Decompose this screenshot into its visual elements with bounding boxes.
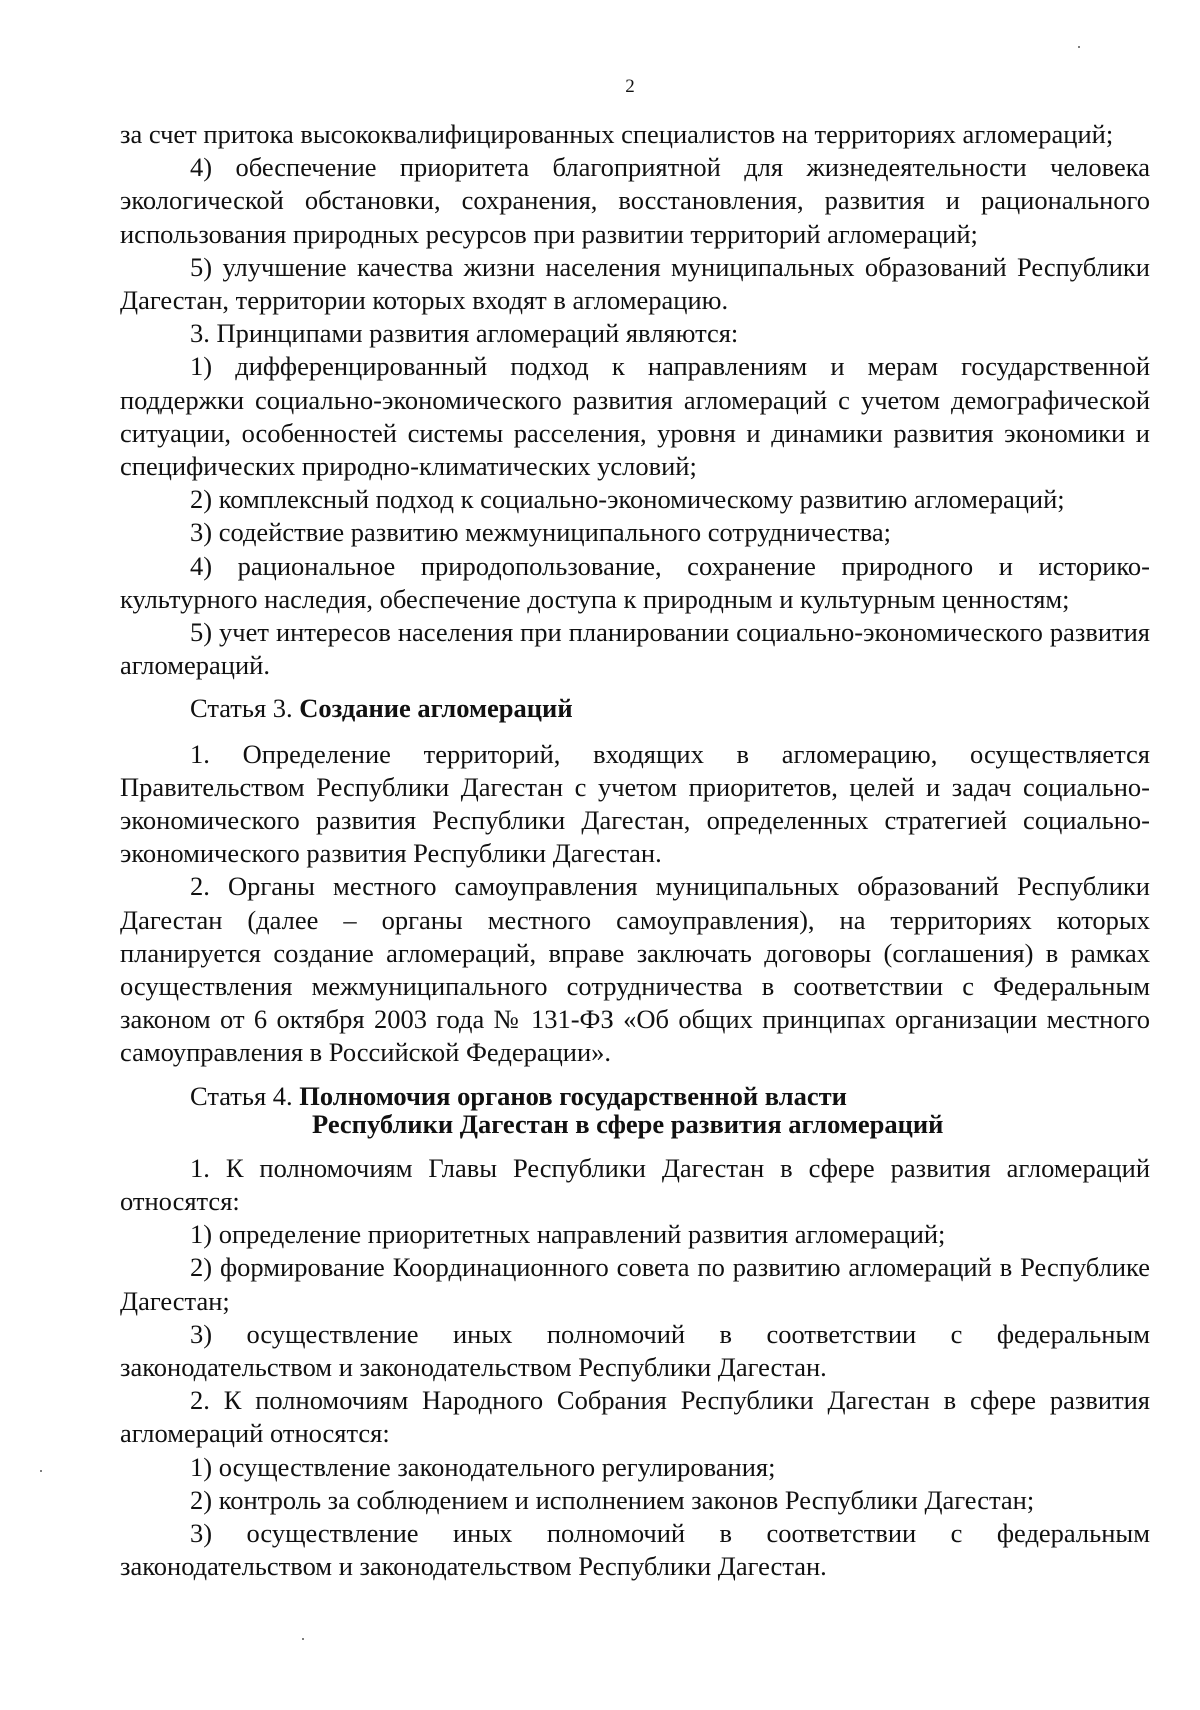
paragraph-clause: 2. К полномочиям Народного Собрания Республики Дагестан в сфере развития агломераций относятся:: [120, 1385, 1150, 1449]
paragraph-item: 4) обеспечение приоритета благоприятной для жизнедеятельности человека экологической обстановки, сохранения, восстановления, развития и рационального использования природных ресурсов при развитии территорий агломераций;: [120, 152, 1150, 249]
article-3-heading: [120, 692, 1150, 725]
paragraph-continuation: за счет притока высококвалифицированных специалистов на территориях агломераций;: [120, 119, 1114, 149]
paragraph-clause: 1. Определение территорий, входящих в агломерацию, осуществляется Правительством Республики Дагестан с учетом приоритетов, целей и задач социально-экономического развития Республики Дагестан, определенных стратегией социально-экономического развития Республики Дагестан.: [120, 738, 1150, 869]
scan-speck: [302, 1638, 304, 1640]
document-body: [120, 118, 1150, 1583]
scan-speck: [40, 1470, 42, 1472]
scan-speck: [1078, 46, 1080, 48]
paragraph-item: 5) учет интересов населения при планировании социально-экономического развития агломераций.: [120, 617, 1150, 681]
paragraph-item: 4) рациональное природопользование, сохранение природного и историко-культурного наследия, обеспечение доступа к природным и культурным ценностям;: [120, 550, 1150, 614]
paragraph-clause: 1. К полномочиям Главы Республики Дагестан в сфере развития агломераций относятся:: [120, 1152, 1150, 1216]
paragraph-item: 3) осуществление иных полномочий в соответствии с федеральным законодательством и законодательством Республики Дагестан.: [120, 1517, 1150, 1582]
article-4-prefix: Статья 4.: [190, 1080, 293, 1111]
paragraph-clause: 3. Принципами развития агломераций являются:: [190, 318, 739, 349]
article-4-title-line2: Республики Дагестан в сфере развития агломераций: [312, 1108, 944, 1139]
paragraph-item: 5) улучшение качества жизни населения муниципальных образований Республики Дагестан, территории которых входят в агломерацию.: [120, 251, 1150, 316]
article-3-prefix: Статья 3.: [190, 693, 293, 724]
paragraph-item: 1) определение приоритетных направлений развития агломераций;: [190, 1219, 946, 1250]
article-3-title: Создание агломераций: [299, 693, 573, 724]
paragraph-item: 2) комплексный подход к социально-экономическому развитию агломераций;: [190, 484, 1065, 515]
paragraph-item: 1) осуществление законодательного регулирования;: [190, 1451, 776, 1482]
paragraph-item: 3) осуществление иных полномочий в соответствии с федеральным законодательством и законодательством Республики Дагестан.: [120, 1318, 1150, 1382]
paragraph-item: 1) дифференцированный подход к направлениям и мерам государственной поддержки социально-экономического развития агломераций с учетом демографической ситуации, особенностей системы расселения, уровня и динамики развития экономики и специфических природно-климатических условий;: [120, 351, 1150, 482]
paragraph-item: 3) содействие развитию межмуниципального сотрудничества;: [190, 517, 892, 548]
article-4-title-line1: Полномочия органов государственной власти: [299, 1080, 847, 1111]
article-4-heading: [120, 1082, 1150, 1138]
paragraph-item: 2) формирование Координационного совета по развитию агломераций в Республике Дагестан;: [120, 1252, 1150, 1316]
page-number: 2: [625, 76, 635, 97]
paragraph-clause: 2. Органы местного самоуправления муниципальных образований Республики Дагестан (далее – органы местного самоуправления), на территориях которых планируется создание агломераций, вправе заключать договоры (соглашения) в рамках осуществления межмуниципального сотрудничества в соответствии с Федеральным законом от 6 октября 2003 года № 131-ФЗ «Об общих принципах организации местного самоуправления в Российской Федерации».: [120, 871, 1150, 1068]
paragraph-item: 2) контроль за соблюдением и исполнением законов Республики Дагестан;: [190, 1484, 1035, 1515]
